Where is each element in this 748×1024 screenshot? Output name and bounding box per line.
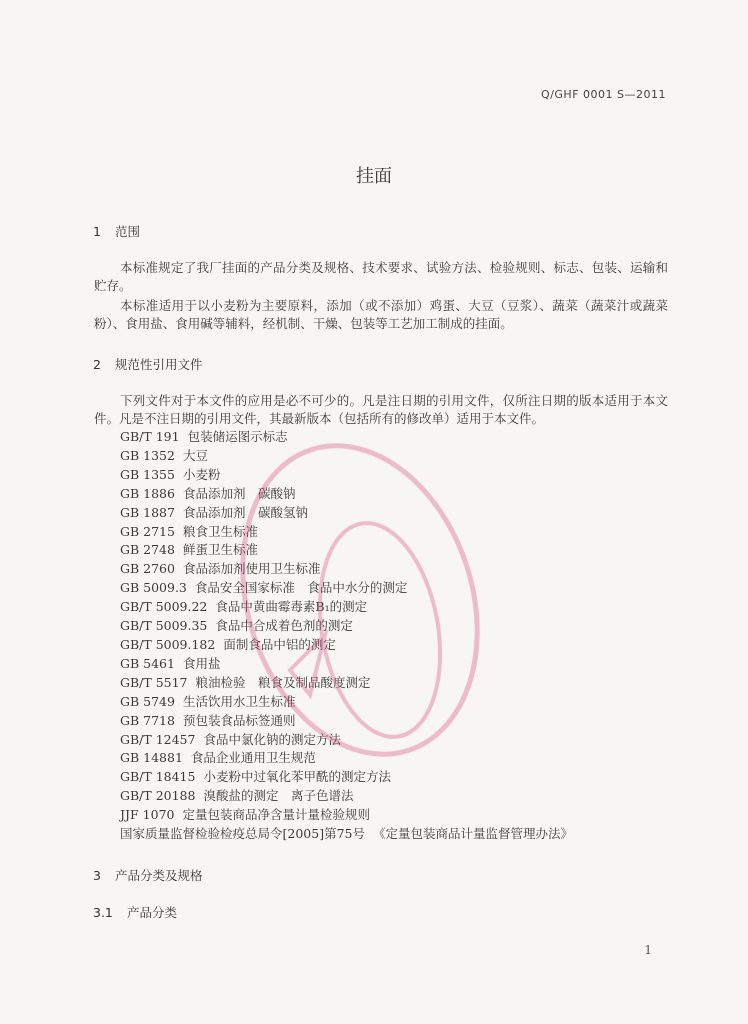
- section-title: 范围: [115, 224, 141, 239]
- page-title: 挂面: [356, 166, 392, 187]
- section-number: 2: [93, 357, 101, 372]
- reference-code: GB 2715: [120, 523, 175, 539]
- reference-code: GB 5749: [120, 693, 175, 709]
- reference-code: GB 1352: [120, 447, 175, 463]
- references-intro-paragraph: 下列文件对于本文件的应用是必不可少的。凡是注日期的引用文件，仅所注日期的版本适用于本文件。凡是不注日期的引用文件，其最新版本（包括所有的修改单）适用于本文件。: [94, 393, 668, 426]
- section-heading-references: [93, 355, 203, 373]
- reference-title: 食用盐: [182, 655, 221, 671]
- reference-item: [120, 674, 573, 693]
- reference-code: GB 1355: [120, 466, 175, 482]
- reference-title: 食品添加剂使用卫生标准: [182, 561, 321, 577]
- reference-title: 预包装食品标签通则: [182, 712, 296, 728]
- reference-item: [120, 598, 573, 617]
- scope-paragraph-1: 本标准规定了我厂挂面的产品分类及规格、技术要求、试验方法、检验规则、标志、包装、运输和贮存。: [94, 260, 668, 293]
- reference-item: [120, 428, 573, 447]
- reference-title: 食品添加剂 碳酸钠: [182, 485, 296, 501]
- reference-item: [120, 825, 573, 844]
- section-number: 1: [93, 224, 101, 239]
- reference-item: [120, 806, 573, 825]
- reference-item: [120, 787, 573, 806]
- reference-item: [120, 712, 573, 731]
- reference-title: 食品中合成着色剂的测定: [215, 618, 353, 634]
- reference-title: 溴酸盐的测定 离子色谱法: [203, 788, 354, 804]
- reference-code: GB 7718: [120, 712, 175, 728]
- section-number: 3: [93, 868, 101, 883]
- section-title: 产品分类: [127, 905, 178, 920]
- reference-item: [120, 504, 573, 523]
- reference-item: [120, 749, 573, 768]
- section-heading-classification: [93, 866, 203, 884]
- reference-code: GB 2760: [120, 561, 175, 577]
- reference-item: [120, 655, 573, 674]
- reference-title: 定量包装商品净含量计量检验规则: [182, 807, 370, 823]
- reference-code: GB 2748: [120, 542, 175, 558]
- reference-title: 面制食品中铝的测定: [223, 636, 336, 652]
- reference-item: [120, 523, 573, 542]
- reference-list: [120, 428, 573, 844]
- subsection-heading-product-classification: [93, 903, 177, 921]
- reference-code: GB/T 20188: [120, 788, 196, 804]
- reference-code: GB/T 5009.35: [120, 618, 208, 634]
- reference-item: [120, 466, 573, 485]
- reference-code: GB/T 5009.22: [120, 599, 208, 615]
- reference-title: 大豆: [182, 447, 208, 463]
- reference-item: [120, 636, 573, 655]
- reference-title: 食品中氯化钠的测定方法: [203, 731, 341, 747]
- reference-code: GB 5009.3: [120, 580, 187, 596]
- reference-title: 食品安全国家标准 食品中水分的测定: [194, 580, 408, 596]
- reference-title: 小麦粉中过氧化苯甲酰的测定方法: [203, 769, 391, 785]
- reference-item: [120, 560, 573, 579]
- reference-item: [120, 693, 573, 712]
- reference-title: 生活饮用水卫生标准: [182, 693, 296, 709]
- reference-item: [120, 541, 573, 560]
- reference-title: 食品企业通用卫生规范: [190, 750, 316, 766]
- reference-code: GB/T 5009.182: [120, 636, 216, 652]
- reference-title: 包装储运图示标志: [187, 429, 288, 444]
- reference-title: 食品添加剂 碳酸氢钠: [182, 504, 308, 520]
- reference-code: GB/T 5517: [120, 674, 188, 690]
- section-heading-scope: [93, 222, 140, 240]
- reference-title: 粮油检验 粮食及制品酸度测定: [195, 674, 371, 690]
- section-number: 3.1: [93, 905, 113, 920]
- reference-item: [120, 617, 573, 636]
- reference-item: [120, 485, 573, 504]
- reference-code: GB/T 191: [120, 429, 180, 444]
- reference-item: [120, 731, 573, 750]
- reference-item: [120, 579, 573, 598]
- reference-title: 《定量包装商品计量监督管理办法》: [372, 826, 573, 842]
- scope-paragraph-2: 本标准适用于以小麦粉为主要原料，添加（或不添加）鸡蛋、大豆（豆浆）、蔬菜（蔬菜汁或蔬菜粉）、食用盐、食用碱等辅料，经机制、干燥、包装等工艺加工制成的挂面。: [94, 298, 668, 331]
- reference-code: GB 5461: [120, 655, 175, 671]
- reference-title: 鲜蛋卫生标准: [182, 542, 258, 558]
- section-title: 产品分类及规格: [115, 868, 203, 883]
- reference-code: GB 14881: [120, 750, 183, 766]
- reference-code: JJF 1070: [120, 807, 175, 823]
- reference-code: GB 1887: [120, 504, 175, 520]
- page-number: 1: [644, 943, 652, 957]
- reference-title: 小麦粉: [182, 466, 221, 482]
- reference-code: GB/T 12457: [120, 731, 196, 747]
- reference-item: [120, 768, 573, 787]
- section-title: 规范性引用文件: [115, 357, 203, 372]
- reference-code: GB 1886: [120, 485, 175, 501]
- reference-code: 国家质量监督检验检疫总局令[2005]第75号: [120, 826, 365, 842]
- reference-code: GB/T 18415: [120, 769, 196, 785]
- reference-title: 食品中黄曲霉毒素B₁的测定: [215, 599, 368, 615]
- reference-item: [120, 447, 573, 466]
- document-code: Q/GHF 0001 S—2011: [541, 88, 666, 101]
- reference-title: 粮食卫生标准: [182, 523, 258, 539]
